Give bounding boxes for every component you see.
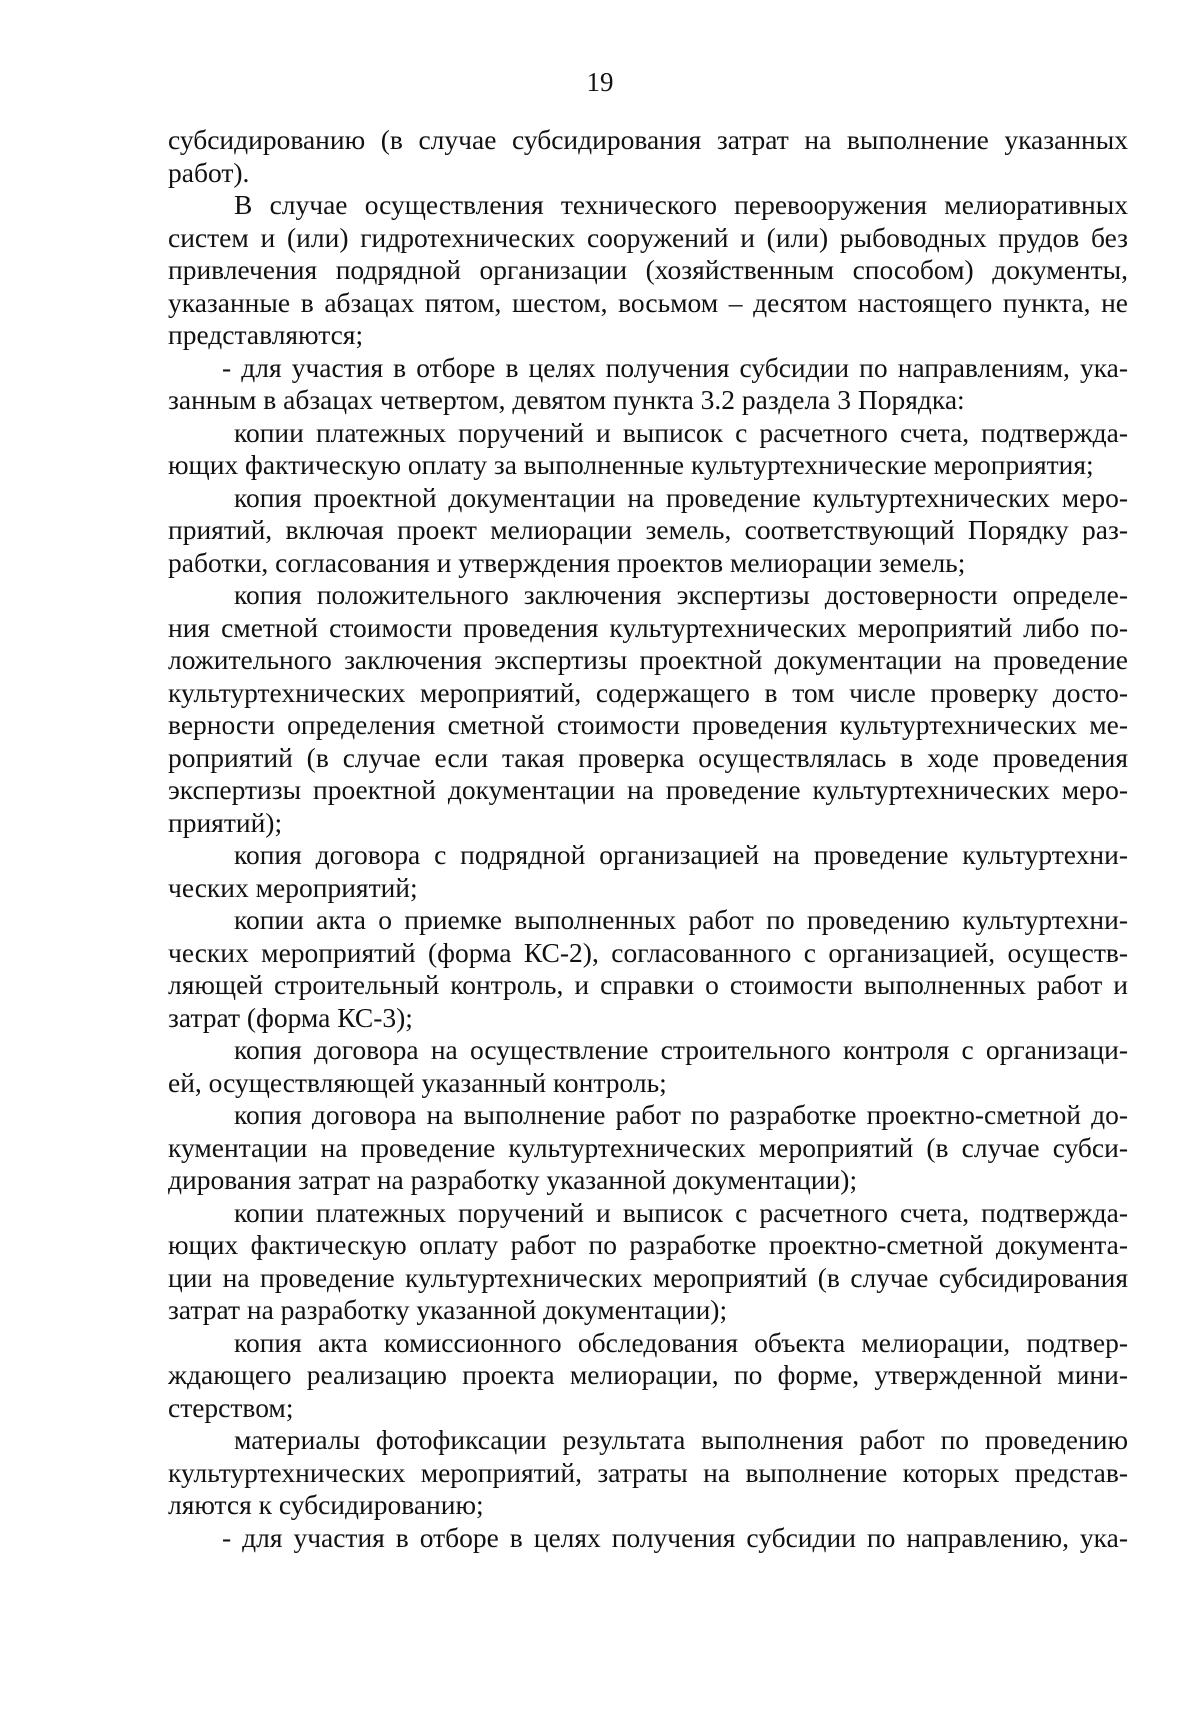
- paragraph: [168, 579, 1128, 839]
- paragraph: [168, 1424, 1128, 1522]
- text-line: кументации на проведение культуртехнических мероприятий (в случае субси-: [168, 1131, 1128, 1163]
- text-line: копии платежных поручений и выписок с расчетного счета, подтвержда-: [234, 1196, 1128, 1228]
- text-line: ей, осуществляющей указанный контроль;: [168, 1066, 667, 1098]
- text-line: дирования затрат на разработку указанной документации);: [168, 1164, 858, 1195]
- text-line: ющих фактическую оплату работ по разработке проектно-сметной документа-: [168, 1229, 1128, 1260]
- text-line: - для участия в отборе в целях получения субсидии по направлениям, ука-: [222, 351, 1128, 383]
- text-line: ждающего реализацию проекта мелиорации, по форме, утвержденной мини-: [168, 1359, 1128, 1390]
- text-line: приятий);: [168, 806, 283, 838]
- text-line: представляются;: [168, 319, 364, 350]
- text-line: занным в абзацах четвертом, девятом пункта 3.2 раздела 3 Порядка:: [168, 384, 965, 415]
- text-line: - для участия в отборе в целях получения субсидии по направлению, ука-: [222, 1521, 1128, 1553]
- text-line: копия положительного заключения экспертизы достоверности определе-: [234, 579, 1128, 610]
- text-line: ческих мероприятий (форма КС-2), согласованного с организацией, осуществ-: [168, 936, 1128, 968]
- text-line: копии платежных поручений и выписок с расчетного счета, подтвержда-: [234, 416, 1128, 448]
- paragraph: [168, 124, 1128, 189]
- text-line: культуртехнических мероприятий, содержащего в том числе проверку досто-: [168, 676, 1128, 708]
- text-line: стерством;: [168, 1391, 294, 1423]
- text-line: субсидированию (в случае субсидирования затрат на выполнение указанных: [168, 124, 1128, 155]
- text-line: затрат (форма КС-3);: [168, 1001, 413, 1033]
- text-line: копии акта о приемке выполненных работ по проведению культуртехни-: [234, 904, 1128, 935]
- paragraph: [168, 904, 1128, 1034]
- text-line: затрат на разработку указанной документации);: [168, 1294, 728, 1325]
- text-line: ции на проведение культуртехнических мероприятий (в случае субсидирования: [168, 1261, 1128, 1293]
- paragraph: [168, 1034, 1128, 1099]
- text-line: работки, согласования и утверждения проектов мелиорации земель;: [168, 546, 966, 578]
- text-line: ческих мероприятий;: [168, 871, 418, 903]
- text-line: верности определения сметной стоимости проведения культуртехнических ме-: [168, 709, 1128, 740]
- text-line: копия проектной документации на проведение культуртехнических меро-: [234, 481, 1128, 513]
- text-line: привлечения подрядной организации (хозяйственным способом) документы,: [168, 254, 1128, 285]
- text-line: копия договора с подрядной организацией на проведение культуртехни-: [234, 839, 1128, 870]
- text-line: ющих фактическую оплату за выполненные культуртехнические мероприятия;: [168, 449, 1094, 480]
- text-line: ляются к субсидированию;: [168, 1489, 484, 1520]
- text-line: культуртехнических мероприятий, затраты на выполнение которых представ-: [168, 1456, 1128, 1488]
- text-line: копия договора на осуществление строительного контроля с организаци-: [234, 1034, 1128, 1065]
- paragraph: [168, 352, 1128, 417]
- text-line: работ).: [168, 156, 250, 188]
- paragraph: [168, 839, 1128, 904]
- paragraph: [168, 1522, 1128, 1555]
- text-line: указанные в абзацах пятом, шестом, восьмом – десятом настоящего пункта, не: [168, 286, 1128, 318]
- text-line: роприятий (в случае если такая проверка осуществлялась в ходе проведения: [168, 741, 1128, 773]
- text-line: ляющей строительный контроль, и справки о стоимости выполненных работ и: [168, 969, 1128, 1000]
- paragraph: [168, 1327, 1128, 1425]
- text-line: систем и (или) гидротехнических сооружений и (или) рыбоводных прудов без: [168, 221, 1128, 253]
- paragraph: [168, 482, 1128, 580]
- page-number: 19: [586, 67, 614, 97]
- text-line: ния сметной стоимости проведения культуртехнических мероприятий либо по-: [168, 611, 1128, 643]
- text-line: ложительного заключения экспертизы проектной документации на проведение: [168, 644, 1128, 675]
- document-body: [168, 124, 1128, 1554]
- paragraph: [168, 1197, 1128, 1327]
- paragraph: [168, 417, 1128, 482]
- text-line: экспертизы проектной документации на проведение культуртехнических меро-: [168, 774, 1128, 805]
- text-line: В случае осуществления технического перевооружения мелиоративных: [234, 189, 1128, 220]
- text-line: материалы фотофиксации результата выполнения работ по проведению: [234, 1424, 1128, 1455]
- paragraph: [168, 189, 1128, 352]
- text-line: копия акта комиссионного обследования объекта мелиорации, подтвер-: [234, 1326, 1128, 1358]
- paragraph: [168, 1099, 1128, 1197]
- text-line: копия договора на выполнение работ по разработке проектно-сметной до-: [234, 1099, 1128, 1130]
- text-line: приятий, включая проект мелиорации земель, соответствующий Порядку раз-: [168, 514, 1128, 545]
